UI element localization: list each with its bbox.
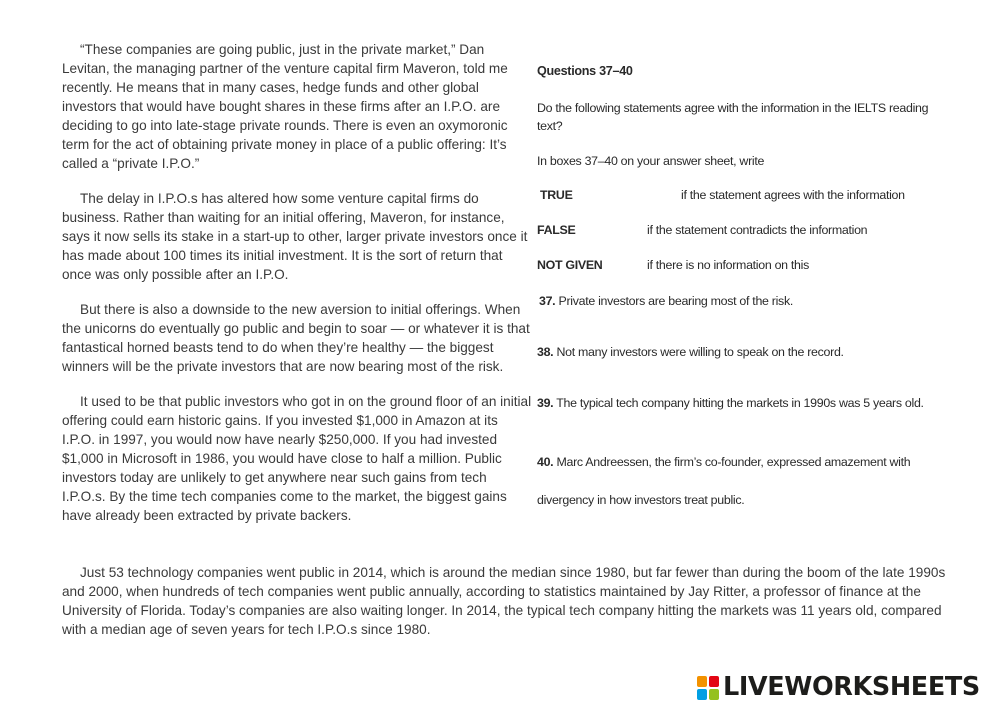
option-not-given <box>537 258 957 276</box>
statement-37 <box>539 292 959 310</box>
statement-39 <box>537 394 957 412</box>
logo-square <box>709 676 719 687</box>
article-paragraph-4: It used to be that public investors who got in on the ground floor of an initial offering could earn historic gains. If you invested $1,000 in Amazon at its I.P.O. in 1997, you would now have nearly $250,000. If you had invested $1,000 in Microsoft in 1986, you would have close to half a million. Public investors today are unlikely to get anywhere near such gains from tech I.P.O.s. By the time tech companies come to the market, the biggest gains have already been extracted by private backers. <box>62 394 532 523</box>
logo-square <box>697 689 707 700</box>
logo-mark-icon <box>697 676 719 700</box>
article-paragraph-5: Just 53 technology companies went public in 2014, which is around the median since 1980, but far fewer than during the boom of the late 1990s and 2000, when hundreds of tech companies went public annually, according to statistics maintained by Jay Ritter, a professor of finance at the University of Florida. Today’s companies are also waiting longer. In 2014, the typical tech company hitting the markets was 11 years old, compared with a median age of seven years for tech I.P.O.s since 1980. <box>62 565 946 637</box>
option-key: FALSE <box>537 223 576 237</box>
article-paragraph-1: “These companies are going public, just in the private market,” Dan Levitan, the managing partner of the venture capital firm Maveron, told me recently. He means that in many cases, hedge funds and other global investors that would have bought shares in these firms after an I.P.O. are deciding to go into late-stage private rounds. There is even an oxymoronic term for the act of obtaining private money in place of a public offering: It’s called a “private I.P.O.” <box>62 42 508 171</box>
questions-intro: Do the following statements agree with the information in the IELTS reading text? <box>537 101 929 133</box>
statement-number: 38. <box>537 345 554 359</box>
article-paragraph-3: But there is also a downside to the new aversion to initial offerings. When the unicorns do eventually go public and begin to soar — or whatever it is that fantastical horned beasts tend to do when they’re healthy — the biggest winners will be the private investors that are now bearing most of the risk. <box>62 302 530 374</box>
questions-instruction: In boxes 37–40 on your answer sheet, write <box>537 154 765 168</box>
statement-text: Not many investors were willing to speak on the record. <box>556 345 844 359</box>
logo-square <box>709 689 719 700</box>
statement-text: Marc Andreessen, the firm’s co-founder, expressed amazement with divergency in how investors treat public. <box>537 455 911 507</box>
article-paragraph-2: The delay in I.P.O.s has altered how some venture capital firms do business. Rather than waiting for an initial offering, Maveron, for instance, says it now sells its stake in a start-up to other, larger private investors once it has made about 100 times its initial investment. It is the sort of return that once was only possible after an I.P.O. <box>62 191 528 282</box>
liveworksheets-logo <box>697 674 997 702</box>
questions-heading: Questions 37–40 <box>537 64 633 78</box>
statement-number: 39. <box>537 396 554 410</box>
statement-number: 40. <box>537 455 554 469</box>
option-key: NOT GIVEN <box>537 258 603 272</box>
logo-text: LIVEWORKSHEETS <box>723 672 980 702</box>
statement-number: 37. <box>539 294 556 308</box>
option-desc: if the statement contradicts the information <box>647 223 868 237</box>
option-true <box>537 188 957 206</box>
option-false <box>537 223 957 241</box>
statement-text: Private investors are bearing most of the risk. <box>558 294 793 308</box>
option-desc: if the statement agrees with the information <box>681 188 905 202</box>
option-desc: if there is no information on this <box>647 258 809 272</box>
statement-40 <box>537 443 957 519</box>
option-key: TRUE <box>540 188 573 202</box>
article-column <box>62 40 532 541</box>
statement-text: The typical tech company hitting the markets in 1990s was 5 years old. <box>556 396 924 410</box>
logo-square <box>697 676 707 687</box>
statement-38 <box>537 343 957 361</box>
